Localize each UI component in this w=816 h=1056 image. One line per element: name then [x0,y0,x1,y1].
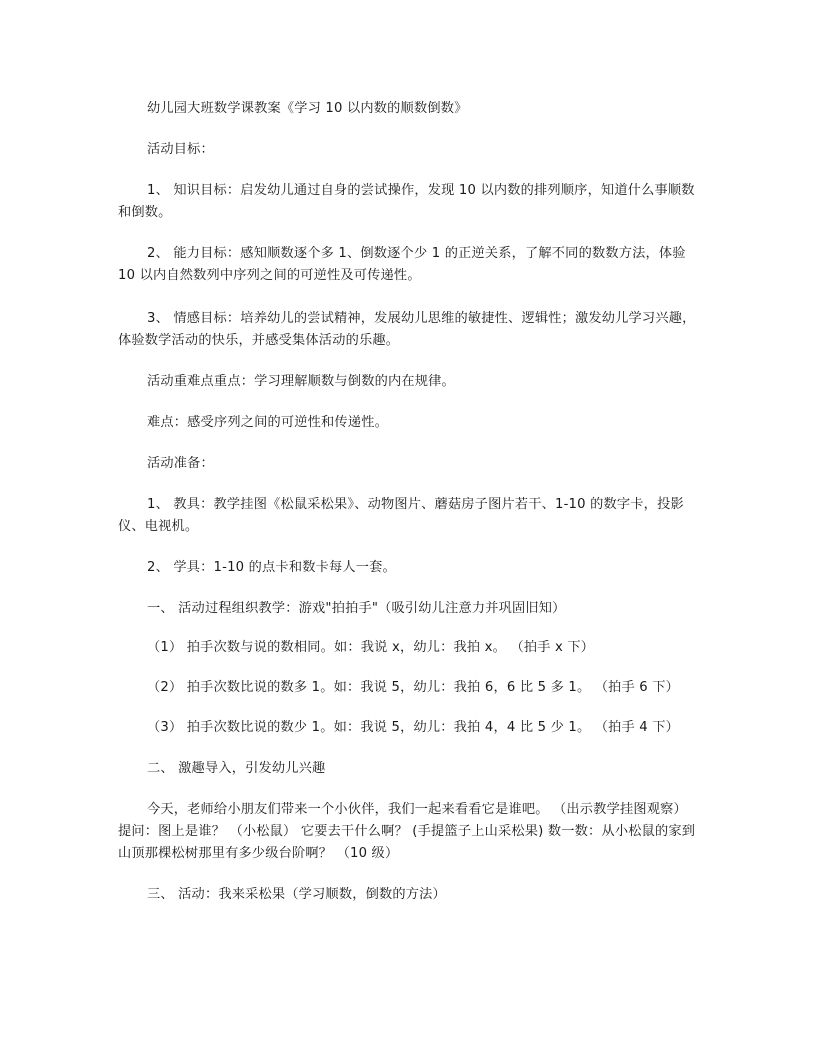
goal-knowledge: 1、 知识目标：启发幼儿通过自身的尝试操作，发现 10 以内数的排列顺序，知道什么事顺数和倒数。 [118,183,695,220]
document-title: 幼儿园大班数学课教案《学习 10 以内数的顺数倒数》 [147,101,468,116]
prep-learning-aids: 2、 学具：1-10 的点卡和数卡每人一套。 [147,560,396,575]
clap-rule-3: （3） 拍手次数比说的数少 1。如：我说 5，幼儿：我拍 4，4 比 5 少 1。 （拍手 4 下） [147,720,680,735]
prep-heading: 活动准备： [147,456,214,471]
step-one-heading: 一、 活动过程组织教学：游戏"拍拍手"（吸引幼儿注意力并巩固旧知） [147,601,566,616]
step-three-heading: 三、 活动：我来采松果（学习顺数，倒数的方法） [147,887,446,902]
clap-rule-2: （2） 拍手次数比说的数多 1。如：我说 5，幼儿：我拍 6，6 比 5 多 1。 （拍手 6 下） [147,680,680,695]
goal-ability: 2、 能力目标：感知顺数逐个多 1、倒数逐个少 1 的正逆关系，了解不同的数数方法，体验 10 以内自然数列中序列之间的可逆性及可传递性。 [118,246,686,283]
step-two-heading: 二、 激趣导入，引发幼儿兴趣 [147,761,326,776]
goal-emotion: 3、 情感目标：培养幼儿的尝试精神，发展幼儿思维的敏捷性、逻辑性；激发幼儿学习兴趣，体验数学活动的快乐，并感受集体活动的乐趣。 [118,311,696,348]
intro-paragraph: 今天，老师给小朋友们带来一个小伙伴，我们一起来看看它是谁吧。 （出示教学挂图观察）提问：图上是谁？ （小松鼠） 它要去干什么啊？ (手提篮子上山采松果) 数一数：从小松鼠的家到山顶那棵松树那里有多少级台阶啊？ （10 级） [118,802,696,861]
prep-teaching-aids: 1、 教具：教学挂图《松鼠采松果》、动物图片、蘑菇房子图片若干、1-10 的数字卡，投影仪、电视机。 [118,497,684,534]
goals-heading: 活动目标： [147,142,214,157]
key-point: 活动重难点重点：学习理解顺数与倒数的内在规律。 [147,374,455,389]
clap-rule-1: （1） 拍手次数与说的数相同。如：我说 x，幼儿：我拍 x。 （拍手 x 下） [147,640,595,655]
difficulty: 难点：感受序列之间的可逆性和传递性。 [147,415,388,430]
